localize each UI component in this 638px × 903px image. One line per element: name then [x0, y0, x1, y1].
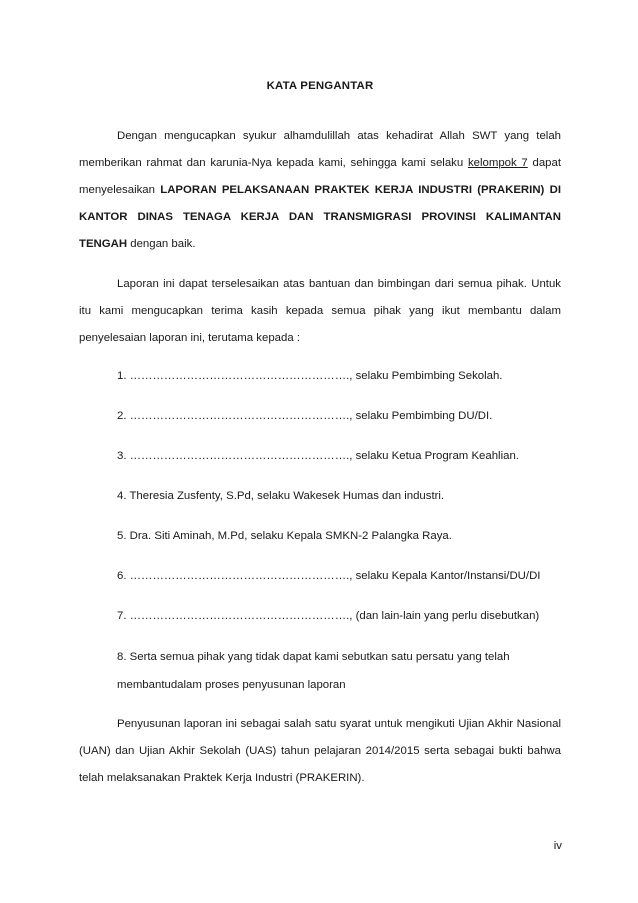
document-title: KATA PENGANTAR	[266, 80, 374, 92]
page-number: iv	[553, 840, 562, 852]
opening-paragraph-text-2: dapat menyelesaikan	[79, 157, 562, 196]
closing-paragraph: Penyusunan laporan ini sebagai salah satu syarat untuk mengikuti Ujian Akhir Nasional (UAN) dan Ujian Akhir Sekolah (UAS) tahun pelajaran 2014/2015 serta sebagai bukti bahwa telah melaksanakan Praktek Kerja Industri (PRAKERIN).	[79, 718, 561, 784]
list-item: 8. Serta semua pihak yang tidak dapat kami sebutkan satu persatu yang telah membantudalam proses penyusunan laporan	[117, 651, 510, 691]
opening-paragraph-text: Dengan mengucapkan syukur alhamdulillah atas kehadirat Allah SWT yang telah memberikan rahmat dan karunia-Nya kepada kami, sehingga kami selaku	[79, 130, 561, 169]
list-item: 6. …………………………………………………., selaku Kepala Kantor/Instansi/DU/DI	[117, 570, 541, 582]
list-item: 5. Dra. Siti Aminah, M.Pd, selaku Kepala SMKN-2 Palangka Raya.	[117, 530, 452, 542]
list-item: 4. Theresia Zusfenty, S.Pd, selaku Wakesek Humas dan industri.	[117, 490, 445, 502]
list-item: 7. …………………………………………………., (dan lain-lain yang perlu disebutkan)	[117, 610, 540, 622]
acknowledgement-list	[79, 363, 561, 699]
report-title: LAPORAN PELAKSANAAN PRAKTEK KERJA INDUSTRI (PRAKERIN) DI KANTOR DINAS TENAGA KERJA DAN TRANSMIGRASI PROVINSI KALIMANTAN TENGAH	[79, 184, 561, 250]
document-body	[79, 73, 561, 792]
opening-paragraph-text-3: dengan baik.	[127, 238, 196, 250]
group-name: kelompok 7	[467, 157, 528, 169]
thanks-paragraph: Laporan ini dapat terselesaikan atas bantuan dan bimbingan dari semua pihak. Untuk itu kami mengucapkan terima kasih kepada semua pihak yang ikut membantu dalam penyelesaian laporan ini, terutama kepada :	[79, 278, 561, 344]
list-item: 1. …………………………………………………., selaku Pembimbing Sekolah.	[117, 370, 503, 382]
opening-paragraph	[79, 123, 561, 258]
list-item: 3. …………………………………………………., selaku Ketua Program Keahlian.	[117, 450, 519, 462]
list-item: 2. …………………………………………………., selaku Pembimbing DU/DI.	[117, 410, 493, 422]
